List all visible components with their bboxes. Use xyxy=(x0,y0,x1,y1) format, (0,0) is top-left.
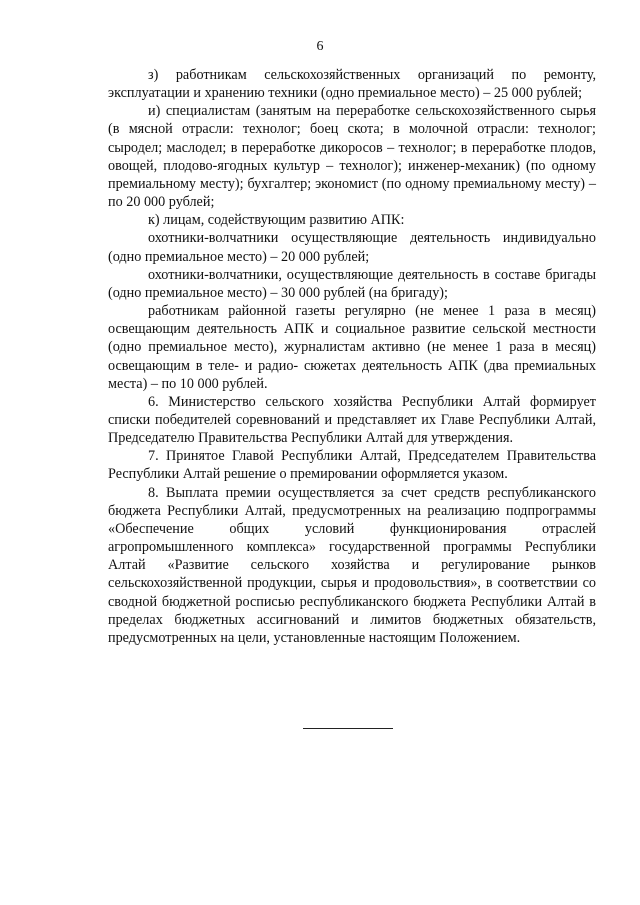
paragraph-item-8: 8. Выплата премии осуществляется за счет средств республиканского бюджета Республики Алтай, предусмотренных на реализацию подпрограммы «Обеспечение общих условий функционирования отраслей агропромышленного комплекса» государственной программы Республики Алтай «Развитие сельского хозяйства и регулирование рынков сельскохозяйственной продукции, сырья и продовольствия», в соответствии со сводной бюджетной росписью республиканского бюджета Республики Алтай в пределах бюджетных ассигнований и лимитов бюджетных обязательств, предусмотренных на цели, установленные настоящим Положением. xyxy=(108,484,596,646)
paragraph-wolf-hunters-individual: охотники-волчатники осуществляющие деятельность индивидуально (одно премиальное место) – 20 000 рублей; xyxy=(108,230,596,265)
paragraph-i: и) специалистам (занятым на переработке сельскохозяйственного сырья (в мясной отрасли: технолог; боец скота; в молочной отрасли: технолог; сыродел; маслодел; в переработке дикоросов – технолог; в переработке плодов, овощей, плодово-ягодных культур – технолог); инженер-механик) (по одному премиальному месту); бухгалтер; экономист (по одному премиальному месту) – по 20 000 рублей; xyxy=(108,103,596,211)
paragraph-z: з) работникам сельскохозяйственных организаций по ремонту, эксплуатации и хранению техники (одно премиальное место) – 25 000 рублей; xyxy=(108,67,596,102)
paragraph-item-6: 6. Министерство сельского хозяйства Республики Алтай формирует списки победителей соревнований и представляет их Главе Республики Алтай, Председателю Правительства Республики Алтай для утверждения. xyxy=(108,393,596,447)
paragraph-item-7: 7. Принятое Главой Республики Алтай, Председателем Правительства Республики Алтай решение о премировании оформляется указом. xyxy=(108,448,596,483)
closing-divider xyxy=(303,728,393,729)
page-number: 6 xyxy=(316,39,324,54)
paragraph-newspaper-workers: работникам районной газеты регулярно (не менее 1 раза в месяц) освещающим деятельность АПК и социальное развитие сельской местности (одно премиальное место), журналистам активно (не менее 1 раза в месяц) освещающим в теле- и радио- сюжетах деятельность АПК (два премиальных места) – по 10 000 рублей. xyxy=(108,303,596,392)
paragraph-k: к) лицам, содействующим развитию АПК: xyxy=(148,212,405,229)
paragraph-wolf-hunters-brigade: охотники-волчатники, осуществляющие деятельность в составе бригады (одно премиальное место) – 30 000 рублей (на бригаду); xyxy=(108,266,596,301)
document-body xyxy=(108,66,596,647)
